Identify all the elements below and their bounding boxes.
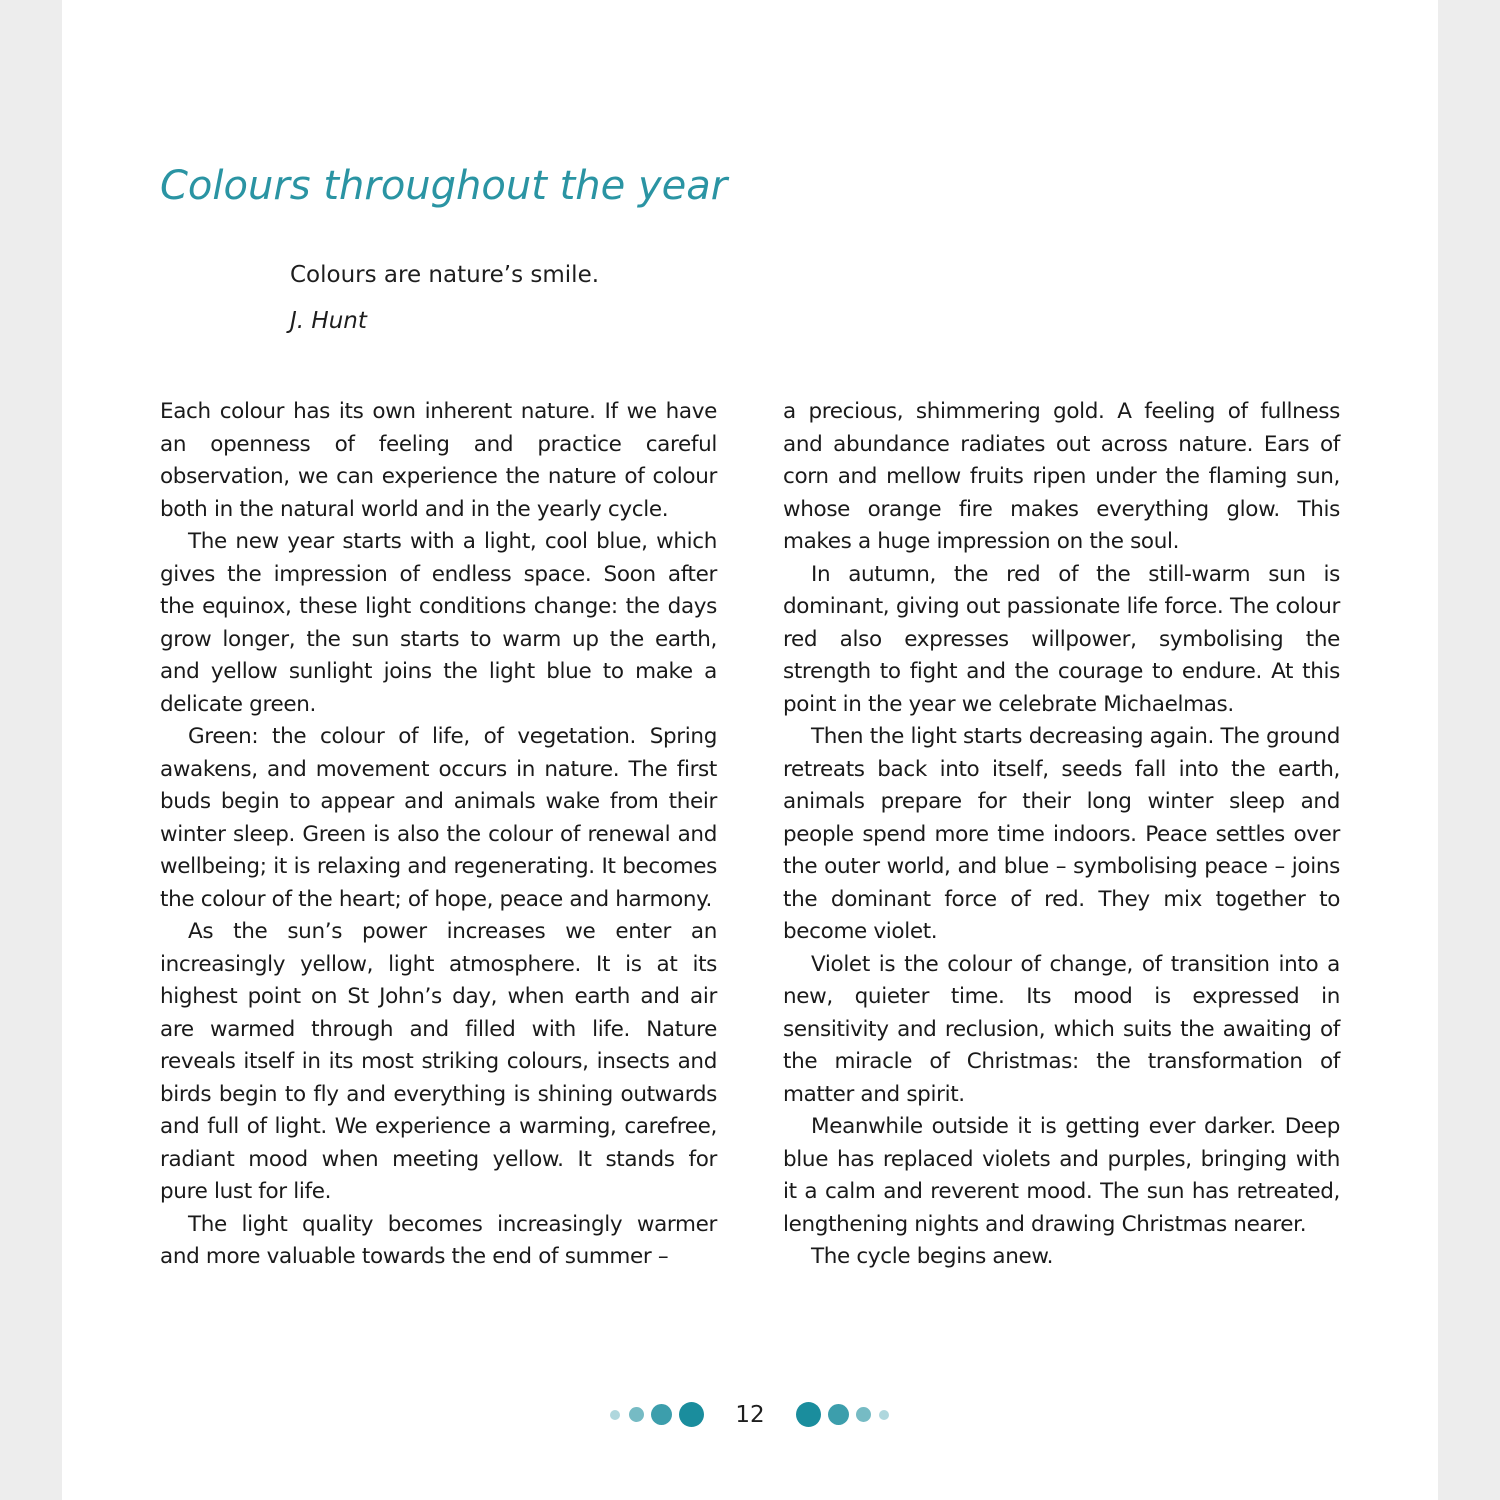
dot-icon (651, 1404, 672, 1425)
paragraph: In autumn, the red of the still-warm sun is dominant, giving out passionate life force. The colour red also expresses willpower, symbolising the strength to fight and the courage to endure. At this point in the year we celebrate Michaelmas. (783, 561, 1340, 717)
page-footer (0, 1397, 1500, 1433)
left-text-column (160, 396, 717, 1274)
epigraph-author: J. Hunt (290, 308, 367, 334)
paragraph: The new year starts with a light, cool blue, which gives the impression of endless space. Soon after the equinox, these light conditions change: the days grow longer, the sun starts to warm up the earth, and yellow sunlight joins the light blue to make a delicate green. (160, 529, 717, 717)
paragraph: Then the light starts decreasing again. The ground retreats back into itself, seeds fall into the earth, animals prepare for their long winter sleep and people spend more time indoors. Peace settles over the outer world, and blue – symbolising peace – joins the dominant force of red. They mix together to become violet. (783, 724, 1340, 944)
paragraph: Meanwhile outside it is getting ever darker. Deep blue has replaced violets and purples, bringing with it a calm and reverent mood. The sun has retreated, lengthening nights and drawing Christmas nearer. (783, 1114, 1340, 1237)
dot-icon (679, 1402, 704, 1427)
paragraph: a precious, shimmering gold. A feeling of fullness and abundance radiates out across nature. Ears of corn and mellow fruits ripen under the flaming sun, whose orange fire makes everything glow. This makes a huge impression on the soul. (783, 399, 1340, 554)
page-title: Colours throughout the year (160, 163, 728, 209)
paragraph: Each colour has its own inherent nature. If we have an openness of feeling and practice careful observation, we can experience the nature of colour both in the natural world and in the yearly cycle. (160, 399, 717, 522)
paragraph: Green: the colour of life, of vegetation. Spring awakens, and movement occurs in nature. The first buds begin to appear and animals wake from their winter sleep. Green is also the colour of renewal and wellbeing; it is relaxing and regenerating. It becomes the colour of the heart; of hope, peace and harmony. (160, 724, 717, 912)
dot-icon (879, 1410, 889, 1420)
dot-icon (828, 1404, 849, 1425)
paragraph: Violet is the colour of change, of transition into a new, quieter time. Its mood is expressed in sensitivity and reclusion, which suits the awaiting of the miracle of Christmas: the transformation of matter and spirit. (783, 951, 1340, 1107)
dot-icon (629, 1407, 644, 1422)
dot-icon (796, 1402, 821, 1427)
epigraph-quote: Colours are nature’s smile. (290, 262, 600, 288)
paragraph: The light quality becomes increasingly warmer and more valuable towards the end of summer – (160, 1211, 717, 1269)
paragraph: As the sun’s power increases we enter an increasingly yellow, light atmosphere. It is at its highest point on St John’s day, when earth and air are warmed through and filled with life. Nature reveals itself in its most striking colours, insects and birds begin to fly and everything is shining outwards and full of light. We experience a warming, carefree, radiant mood when meeting yellow. It stands for pure lust for life. (160, 919, 717, 1204)
dot-icon (610, 1410, 620, 1420)
epigraph (290, 258, 599, 338)
right-text-column (783, 396, 1340, 1274)
dot-icon (856, 1407, 871, 1422)
page-number: 12 (735, 1402, 765, 1428)
paragraph: The cycle begins anew. (811, 1244, 1054, 1269)
